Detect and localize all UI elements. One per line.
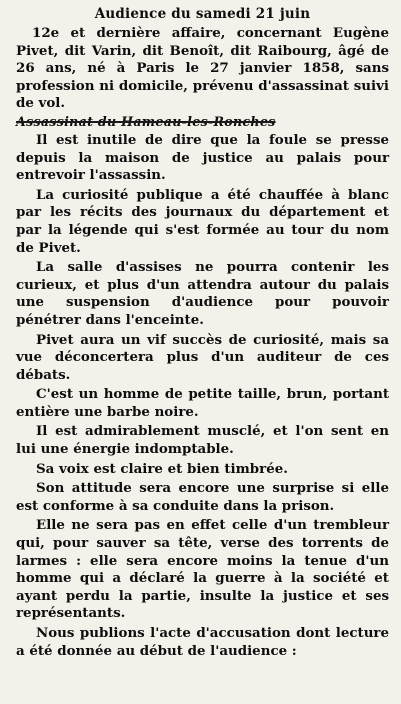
hearing-date-heading: Audience du samedi 21 juin (94, 6, 311, 22)
article-paragraph-2: La curiosité publique a été chauffée à blanc par les récits des journaux du département et par la légende qui s'est formée au tour du nom de Pivet. (16, 186, 389, 256)
article-paragraph-5: C'est un homme de petite taille, brun, portant entière une barbe noire. (16, 386, 389, 420)
article-paragraph-1: Il est inutile de dire que la foule se presse depuis la maison de justice au palais pour entrevoir l'assassin. (16, 131, 389, 184)
case-intro-paragraph: 12e et dernière affaire, concernant Eugène Pivet, dit Varin, dit Benoît, dit Raibourg, âgé de 26 ans, né à Paris le 27 janvier 1858, sans profession ni domicile, prévenu d'assassinat suivi de vol. (16, 25, 389, 112)
section-title: Assassinat du Hameau-les-Ronches (16, 113, 276, 129)
article-paragraph-7: Sa voix est claire et bien timbrée. (36, 460, 288, 477)
article-paragraph-9: Elle ne sera pas en effet celle d'un trembleur qui, pour sauver sa tête, verse des torrents de larmes : elle sera encore moins la tenue d'un homme qui a déclaré la guerre à la société et ayant perdu la partie, insulte la justice et ses représentants. (16, 517, 389, 622)
article-paragraph-6: Il est admirablement musclé, et l'on sent en lui une énergie indomptable. (16, 423, 389, 458)
article-paragraph-4: Pivet aura un vif succès de curiosité, mais sa vue déconcertera plus d'un auditeur de ces débats. (16, 331, 389, 383)
article-paragraph-3: La salle d'assises ne pourra contenir les curieux, et plus d'un attendra autour du palais une suspension d'audience pour pouvoir pénétrer dans l'enceinte. (16, 259, 389, 328)
article-paragraph-10: Nous publions l'acte d'accusation dont lecture a été donnée au début de l'audience : (16, 625, 389, 659)
article-paragraph-8: Son attitude sera encore une surprise si elle est conforme à sa conduite dans la prison. (16, 480, 389, 514)
